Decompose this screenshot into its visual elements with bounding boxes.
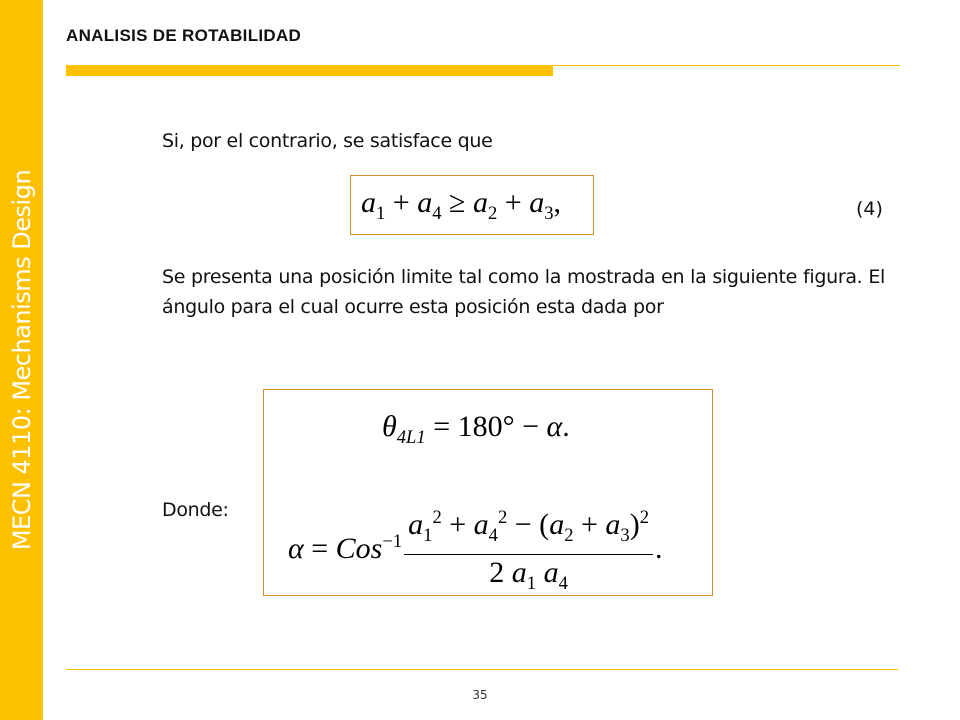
donde-label: Donde: bbox=[162, 499, 229, 521]
inequality-formula: $a_1 + a_4 \ge a_2 + a_3$, bbox=[361, 186, 561, 224]
equation-number: (4) bbox=[856, 198, 883, 220]
title-underline-thin bbox=[553, 65, 900, 66]
limit-angle-formula: $\theta_{4L1} = 180^\circ - \alpha$. bbox=[382, 410, 570, 448]
page-number: 35 bbox=[472, 688, 488, 702]
limit-angle-equation-box bbox=[263, 389, 713, 596]
inequality-equation-box bbox=[350, 175, 594, 235]
alpha-formula: α = Cos$^{-1}$ $\frac{a_1^2 + a_4^2 - (a_2 + a_3)^2}{2 a_1 a_4}$ . bbox=[288, 500, 663, 602]
alpha-fraction: $\frac{a_1^2 + a_4^2 - (a_2 + a_3)^2}{2 a_1 a_4}$ bbox=[404, 500, 653, 602]
slide-title: ANALISIS DE ROTABILIDAD bbox=[66, 26, 302, 45]
title-underline-thick bbox=[66, 65, 553, 76]
body-paragraph: Se presenta una posición limite tal como la mostrada en la siguiente figura. El ángulo para el cual ocurre esta posición esta dada por bbox=[162, 266, 885, 318]
course-label: MECN 4110: Mechanisms Design bbox=[8, 169, 36, 551]
sidebar-accent-band bbox=[0, 0, 43, 720]
intro-text: Si, por el contrario, se satisface que bbox=[162, 130, 493, 152]
footer-divider bbox=[66, 669, 898, 670]
